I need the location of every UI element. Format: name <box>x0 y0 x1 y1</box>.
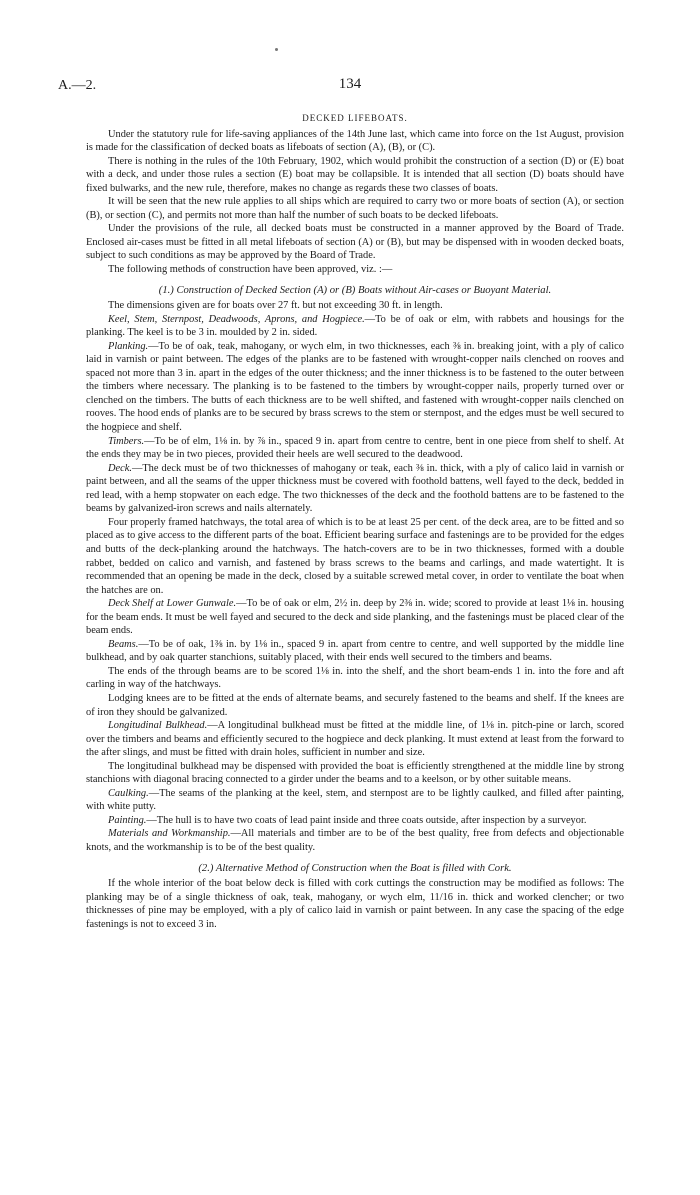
section-1-paragraph <box>86 787 624 814</box>
paragraph-lead: Materials and Workmanship. <box>108 828 231 840</box>
paragraph-lead: Longitudinal Bulkhead. <box>108 720 208 732</box>
section-1-paragraph <box>86 340 624 435</box>
paragraph-text: —The deck must be of two thicknesses of mahogany or teak, each ⅜ in. thick, with a ply of calico laid in varnish or paint between, and all the seams of the upper thickness must be covered with foothold battens, well fayed to the deck, bedded in red lead, with a hemp stopwater on each edge. The two thicknesses of the deck and the foothold battens are to be fastened to the beams by galvanized-iron screws and nails alternately. <box>86 462 624 515</box>
section-2-heading: (2.) Alternative Method of Construction when the Boat is filled with Cork. <box>198 862 512 874</box>
paragraph-text: —The hull is to have two coats of lead paint inside and three coats outside, after inspection by a surveyor. <box>146 814 587 826</box>
paragraph-lead: Keel, Stem, Sternpost, Deadwoods, Aprons, and Hogpiece. <box>108 313 365 325</box>
paragraph-text: The longitudinal bulkhead may be dispensed with provided the boat is efficiently strengthened at the middle line by strong stanchions with diagonal bracing connected to a girder under the beams and to a keelson, or by other suitable means. <box>86 760 624 786</box>
section-1-paragraph <box>86 760 624 787</box>
section-1-paragraph <box>86 719 624 760</box>
paragraph-text: —To be of oak or elm, with rabbets and housings for the planking. The keel is to be 3 in. moulded by 2 in. sided. <box>86 313 624 339</box>
paragraph-text: —All materials and timber are to be of the best quality, free from defects and objectionable knots, and the workmanship is to be of the best quality. <box>86 828 624 853</box>
section-1-paragraph <box>86 692 624 719</box>
section-1-heading: (1.) Construction of Decked Section (A) or (B) Boats without Air-cases or Buoyant Material. <box>158 284 552 296</box>
paragraph-text: —A longitudinal bulkhead must be fitted at the middle line, of 1⅛ in. pitch-pine or larch, scored over the timbers and beams and efficiently secured to the hogpiece and deck planking. It must extend at least from the forward to the after slings, and must be fitted with drain holes, sufficient in number and size. <box>86 720 624 759</box>
text-column <box>86 112 624 931</box>
paragraph-lead: Painting. <box>108 814 147 826</box>
section-1-paragraph <box>86 435 624 462</box>
section-1-paragraph <box>86 814 624 828</box>
paragraph-text: Lodging knees are to be fitted at the ends of alternate beams, and securely fastened to the beams and shelf. If the knees are of iron they should be galvanized. <box>86 692 624 718</box>
paragraph-text: —To be of oak or elm, 2½ in. deep by 2⅜ in. wide; scored to provide at least 1⅛ in. housing for the beam ends. It must be well fayed and secured to the deck and side planking, and the fastenings must be placed clear of the beam ends. <box>86 598 624 637</box>
section-1-paragraph <box>86 638 624 665</box>
paragraph-text: —To be of oak, 1⅜ in. by 1⅛ in., spaced 9 in. apart from centre to centre, and well supported by the middle line bulkhead, and by oak quarter stanchions, suitably placed, with their ends well secured to the timbers and beams. <box>86 638 624 664</box>
paragraph-text: —To be of oak, teak, mahogany, or wych elm, in two thicknesses, each ⅜ in. breaking joint, with a ply of calico laid in varnish or paint between. The edges of the planks are to be fastened with wrought-copper nails clenched on rooves and spaced not more than 3 in. apart in the edges of the outer thickness; and the inner thickness is to be fastened to the outer between the timbers where necessary. The planking is to be fastened to the timbers by wrought-copper nails, properly turned over or clenched on the timbers. The butts of each thickness are to be well shifted, and fastened with wrought-copper nails clenched on rooves. The hood ends of planks are to be secured by brass screws to the stem or sternpost, and the edges must be well secured to the hogpiece and shelf. <box>86 340 624 434</box>
section-1-paragraph <box>86 299 624 313</box>
intro-paragraph-1: Under the statutory rule for life-saving appliances of the 14th June last, which came into force on the 1st August, provision is made for the classification of decked boats as lifeboats of section (A), (B), or (C). <box>86 128 624 154</box>
paragraph-text: Four properly framed hatchways, the total area of which is to be at least 25 per cent. of the deck area, are to be fitted and so placed as to give access to the different parts of the boat. Efficient bearing surface and fastenings are to be provided for the edges and butts of the deck-planking around the hatchways. The hatch-covers are to be in two thicknesses, formed with a double rabbet, bedded on calico and varnish, and fastened by brass screws to the beams and carlings, and made watertight. It is recommended that an opening be made in the deck, closed by a suitable screwed metal cover, in order to ventilate the boat when the hatches are on. <box>86 516 624 596</box>
paragraph-lead: Deck. <box>108 462 132 474</box>
section-1-paragraph <box>86 665 624 692</box>
paragraph-text: —The seams of the planking at the keel, stem, and sternpost are to be lightly caulked, and filled after painting, with white putty. <box>86 787 624 813</box>
section-2-paragraph: If the whole interior of the boat below deck is filled with cork cuttings the construction may be modified as follows: The planking may be of a single thickness of oak, teak, mahogany, or wych elm, 11/16 in. thick and worked clencher; or two thicknesses of pine may be employed, with a ply of calico laid in varnish or paint between. In any case the spacing of the edge fastenings is not to exceed 3 in. <box>86 878 624 930</box>
paragraph-text: —To be of elm, 1⅛ in. by ⅞ in., spaced 9 in. apart from centre to centre, bent in one piece from shelf to shelf. At the ends they may be in two pieces, provided their heels are well secured to the deadwood. <box>86 435 624 461</box>
intro-paragraph-3: It will be seen that the new rule applies to all ships which are required to carry two or more boats of section (A), or section (B), or section (C), and permits not more than half the number of such boats to be decked lifeboats. <box>86 196 624 221</box>
section-1-paragraph <box>86 827 624 854</box>
paragraph-lead: Beams. <box>108 638 139 650</box>
document-reference: A.—2. <box>58 78 97 93</box>
speck-mark <box>275 48 278 51</box>
section-1-paragraph <box>86 462 624 516</box>
intro-paragraph-4: Under the provisions of the rule, all decked boats must be constructed in a manner approved by the Board of Trade. Enclosed air-cases must be fitted in all metal lifeboats of section (A) or (B), but may be dispensed with in wooden decked boats, subject to such conditions as may be approved by the Board of Trade. <box>86 223 624 262</box>
page-number: 134 <box>338 76 362 92</box>
intro-paragraph-5: The following methods of construction have been approved, viz. :— <box>108 264 393 276</box>
paragraph-lead: Caulking. <box>108 787 149 799</box>
intro-paragraph-2: There is nothing in the rules of the 10th February, 1902, which would prohibit the construction of a section (D) or (E) boat with a deck, and under those rules a section (E) boat may be collapsible. It is intended that all section (D) boats should have fixed bulwarks, and the new rule, therefore, makes no change as regards these two classes of boats. <box>86 155 624 194</box>
section-1-paragraph <box>86 597 624 638</box>
paragraph-lead: Timbers. <box>108 435 145 447</box>
paragraph-lead: Deck Shelf at Lower Gunwale. <box>108 598 237 610</box>
document-title: DECKED LIFEBOATS. <box>302 113 408 123</box>
section-1-paragraph <box>86 516 624 597</box>
paragraph-text: The ends of the through beams are to be scored 1⅛ in. into the shelf, and the short beam-ends 1 in. into the fore and aft carling in way of the hatchways. <box>86 665 624 691</box>
paragraph-lead: Planking. <box>108 340 149 352</box>
paragraph-text: The dimensions given are for boats over 27 ft. but not exceeding 30 ft. in length. <box>108 300 443 312</box>
section-1-paragraph <box>86 313 624 340</box>
